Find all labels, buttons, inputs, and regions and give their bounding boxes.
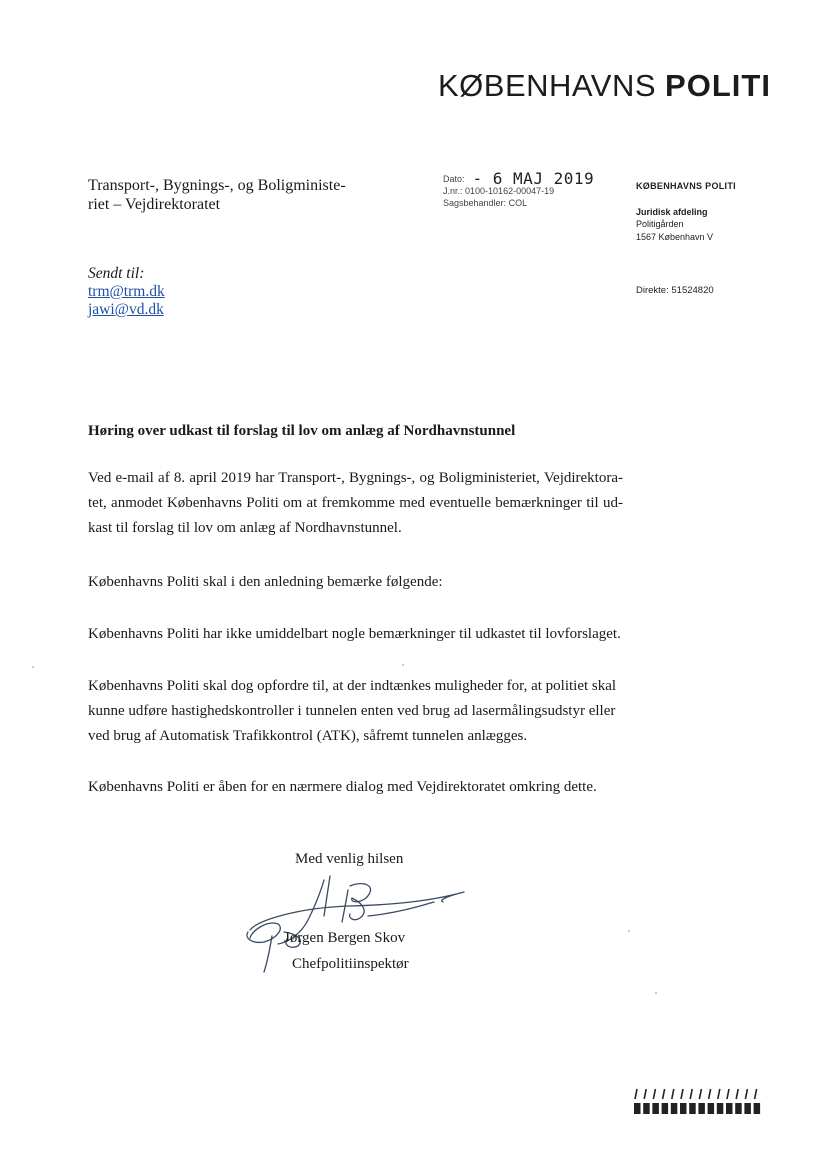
paragraph-no-remarks: Københavns Politi har ikke umiddelbart nogle bemærkninger til udkastet til lovforslaget. (88, 626, 621, 642)
recipient-address (88, 176, 346, 214)
paragraph-intro (88, 466, 623, 541)
police-logo (438, 70, 771, 101)
barcode-bar (755, 1089, 757, 1099)
barcode-bar (727, 1089, 729, 1099)
sender-street: Politigården (636, 219, 684, 229)
closing-greeting: Med venlig hilsen (295, 851, 404, 867)
case-number-value: 0100-10162-00047-19 (465, 186, 555, 196)
barcode-bar (644, 1089, 646, 1099)
sender-address (636, 180, 736, 243)
barcode-bar (745, 1089, 747, 1099)
barcode-block (726, 1103, 733, 1114)
paragraph-line: ved brug af Automatisk Trafikkontrol (ATK), såfremt tunnelen anlægges. (88, 728, 528, 744)
paragraph-line: tet, anmodet Københavns Politi om at fremkomme med eventuelle bemærkninger til ud- (88, 495, 623, 511)
sender-department: Juridisk afdeling (636, 206, 708, 217)
scan-speck (402, 664, 404, 666)
barcode-block (689, 1103, 696, 1114)
recipient-line-2: riet – Vejdirektoratet (88, 196, 221, 213)
barcode-block (744, 1103, 751, 1114)
paragraph-speed-control (88, 674, 623, 749)
paragraph-line: kast til forslag til lov om anlæg af Nordhavnstunnel. (88, 520, 402, 536)
barcode-bar (718, 1089, 720, 1099)
barcode-block (662, 1103, 669, 1114)
direct-phone-value: 51524820 (671, 285, 714, 296)
handler-label: Sagsbehandler: (443, 198, 507, 208)
barcode-block (698, 1103, 705, 1114)
barcode-block (643, 1103, 650, 1114)
paragraph-line: Ved e-mail af 8. april 2019 har Transport-, Bygnings-, og Boligministeriet, Vejdirektora- (88, 470, 623, 486)
barcode-bar (681, 1089, 683, 1099)
letter-subject: Høring over udkast til forslag til lov om anlæg af Nordhavnstunnel (88, 423, 516, 439)
scan-speck (628, 930, 630, 932)
sender-org: KØBENHAVNS POLITI (636, 181, 736, 191)
barcode-bar (635, 1089, 637, 1099)
recipient-line-1: Transport-, Bygnings-, og Boligministe- (88, 177, 346, 194)
paragraph-remark-intro: Københavns Politi skal i den anledning bemærke følgende: (88, 574, 443, 590)
scan-speck (655, 992, 657, 994)
logo-text-copenhagen: KØBENHAVNS (438, 68, 657, 103)
barcode-block (708, 1103, 715, 1114)
barcode-bar (709, 1089, 711, 1099)
barcode-bar (653, 1089, 655, 1099)
barcode-block (717, 1103, 724, 1114)
case-number-label: J.nr.: (443, 186, 463, 196)
date-label: Dato: (443, 174, 465, 184)
direct-phone (636, 285, 714, 296)
date-stamp: - 6 MAJ 2019 (472, 169, 595, 188)
signer-title: Chefpolitiinspektør (292, 956, 409, 972)
logo-text-police: POLITI (665, 68, 771, 103)
email-link-trm[interactable]: trm@trm.dk (88, 283, 165, 300)
barcode-bar (663, 1089, 665, 1099)
barcode-bar (699, 1089, 701, 1099)
handler-value: COL (508, 198, 528, 208)
sender-city: 1567 København V (636, 231, 714, 242)
paragraph-line: kunne udføre hastighedskontroller i tunnelen enten ved brug ad lasermålingsudstyr eller (88, 703, 616, 719)
date-block (443, 169, 595, 209)
barcode-bar (672, 1089, 674, 1099)
barcode-bar (690, 1089, 692, 1099)
sent-to-label: Sendt til: (88, 265, 145, 282)
scan-speck (32, 666, 34, 668)
signer-name: Jørgen Bergen Skov (284, 930, 406, 946)
paragraph-dialog: Københavns Politi er åben for en nærmere dialog med Vejdirektoratet omkring dette. (88, 779, 597, 795)
direct-phone-label: Direkte: (636, 285, 669, 296)
barcode-block (671, 1103, 678, 1114)
barcode-block (652, 1103, 659, 1114)
document-barcode (632, 1088, 764, 1116)
barcode-bar (736, 1089, 738, 1099)
barcode-block (735, 1103, 742, 1114)
barcode-block (680, 1103, 687, 1114)
barcode-block (754, 1103, 761, 1114)
paragraph-line: Københavns Politi skal dog opfordre til, at der indtænkes muligheder for, at politiet skal (88, 678, 617, 694)
sent-to-block (88, 265, 165, 319)
barcode-block (634, 1103, 641, 1114)
email-link-vd[interactable]: jawi@vd.dk (88, 301, 164, 318)
